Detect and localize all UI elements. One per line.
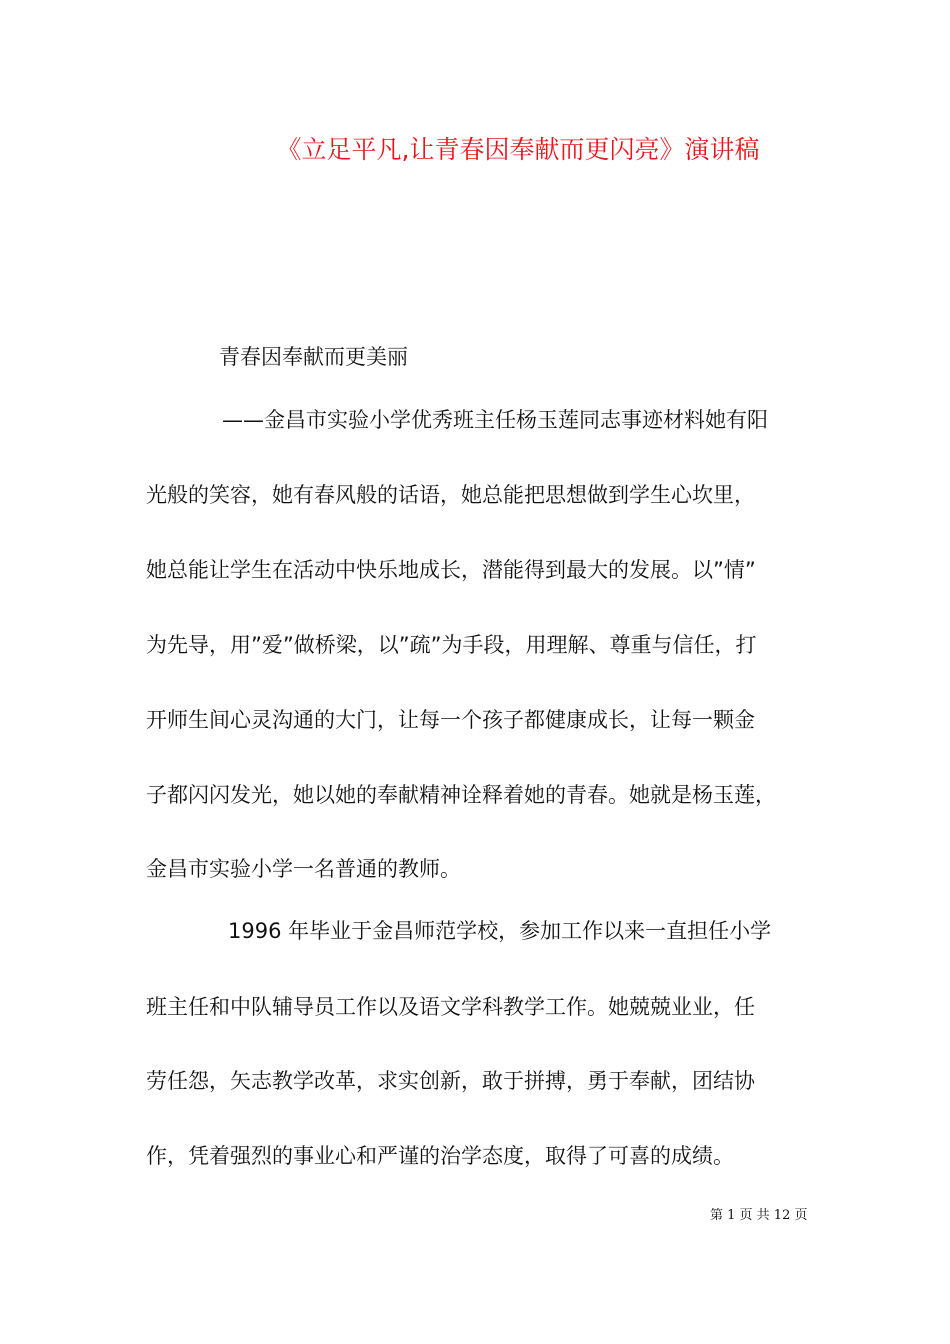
document-title: 《立足平凡,让青春因奉献而更闪亮》演讲稿 [276,135,760,164]
body-line: 作，凭着强烈的事业心和严谨的治学态度，取得了可喜的成绩。 [146,1144,734,1168]
body-line: 她总能让学生在活动中快乐地成长，潜能得到最大的发展。以”情” [146,558,756,582]
body-line: ——金昌市实验小学优秀班主任杨玉莲同志事迹材料她有阳 [222,408,768,432]
body-line: 金昌市实验小学一名普通的教师。 [146,857,461,881]
body-line: 班主任和中队辅导员工作以及语文学科教学工作。她兢兢业业，任 [146,995,755,1019]
page-number: 第 1 页 共 12 页 [710,1208,808,1223]
body-line: 子都闪闪发光，她以她的奉献精神诠释着她的青春。她就是杨玉莲， [146,783,776,807]
body-line: 1996 年毕业于金昌师范学校，参加工作以来一直担任小学 [228,919,772,943]
subtitle: 青春因奉献而更美丽 [219,345,408,369]
body-line: 光般的笑容，她有春风般的话语，她总能把思想做到学生心坎里， [146,483,755,507]
body-line: 为先导，用”爱”做桥梁，以”疏”为手段，用理解、尊重与信任，打 [146,633,757,657]
body-line: 开师生间心灵沟通的大门，让每一个孩子都健康成长，让每一颗金 [146,708,755,732]
body-line: 劳任怨，矢志教学改革，求实创新，敢于拼搏，勇于奉献，团结协 [146,1069,755,1093]
